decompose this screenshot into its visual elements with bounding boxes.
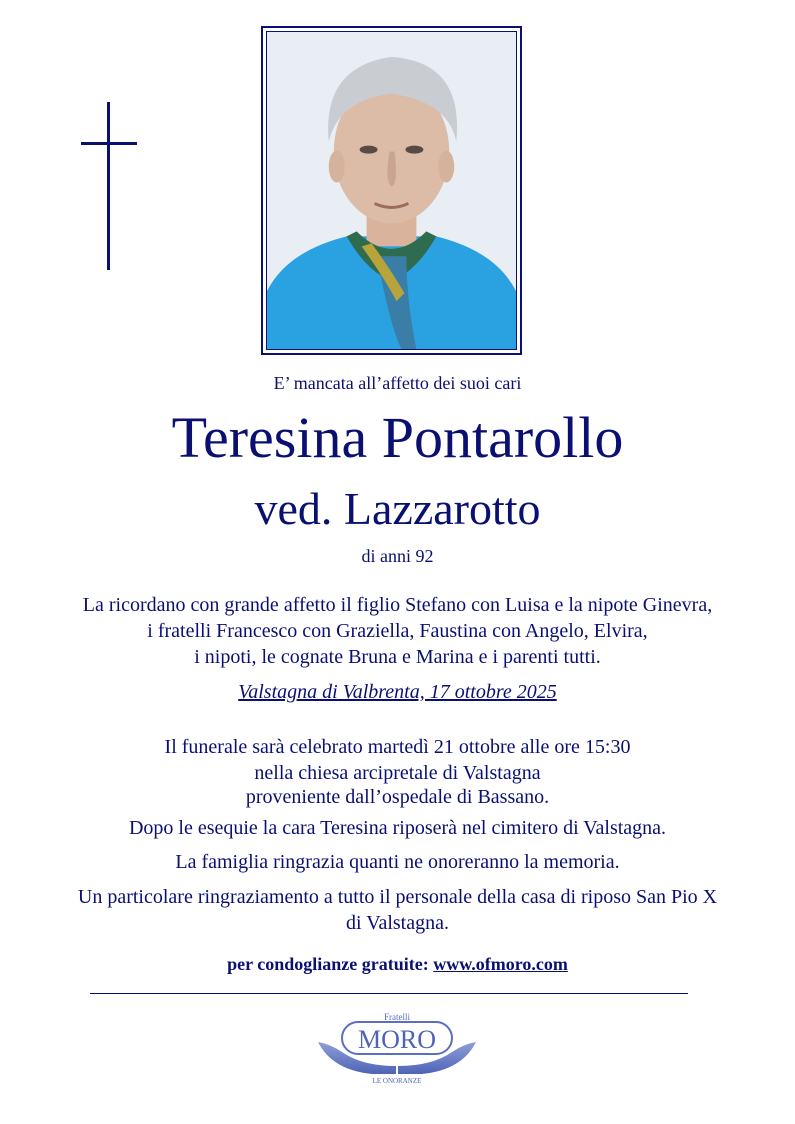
thanks-text: La famiglia ringrazia quanti ne onoreranno la memoria.	[175, 851, 620, 873]
funeral-home-logo	[312, 1008, 482, 1086]
portrait-frame	[261, 26, 522, 355]
staff-thanks-line: di Valstagna.	[346, 912, 449, 934]
logo-bottom-text: LE ONORANZE	[372, 1077, 422, 1085]
age: di anni 92	[361, 546, 434, 566]
logo-main-text: MORO	[357, 1025, 437, 1054]
funeral-line: nella chiesa arcipretale di Valstagna	[254, 762, 541, 784]
widow-of: ved. Lazzarotto	[254, 483, 541, 534]
condolences-link[interactable]: www.ofmoro.com	[433, 954, 568, 974]
intro-text: E’ mancata all’affetto dei suoi cari	[273, 373, 522, 393]
burial-text: Dopo le esequie la cara Teresina riposerà nel cimitero di Valstagna.	[128, 817, 667, 839]
condolences-label: per condoglianze gratuite:	[227, 954, 429, 974]
place-date-text: Valstagna di Valbrenta, 17 ottobre 2025	[238, 681, 557, 703]
funeral-line: Il funerale sarà celebrato martedì 21 ottobre alle ore 15:30	[164, 736, 631, 758]
funeral-line: proveniente dall’ospedale di Bassano.	[245, 786, 550, 808]
logo-top-text: Fratelli	[384, 1012, 410, 1022]
deceased-name: Teresina Pontarollo	[171, 405, 624, 470]
portrait-photo	[266, 31, 517, 350]
staff-thanks-line: Un particolare ringraziamento a tutto il personale della casa di riposo San Pio X	[77, 886, 718, 908]
family-line: i fratelli Francesco con Graziella, Faustina con Angelo, Elvira,	[147, 620, 648, 642]
family-line: La ricordano con grande affetto il figlio Stefano con Luisa e la nipote Ginevra,	[82, 594, 713, 616]
family-line: i nipoti, le cognate Bruna e Marina e i parenti tutti.	[194, 646, 601, 668]
place-date	[0, 681, 795, 704]
condolences	[0, 954, 795, 975]
divider	[90, 993, 688, 994]
